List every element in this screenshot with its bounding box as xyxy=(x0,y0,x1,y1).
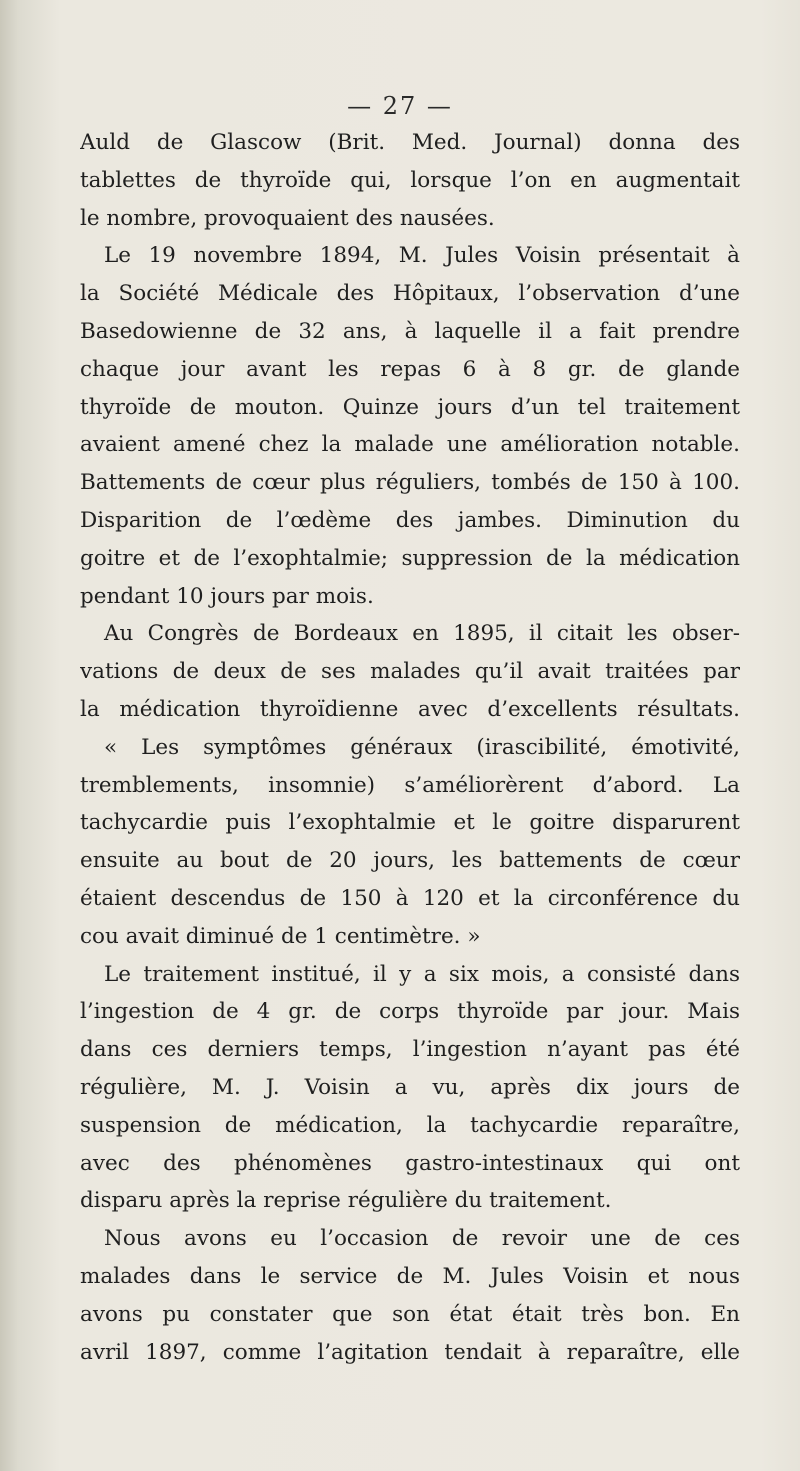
text-line: avec des phénomènes gastro-intestinaux qui ont xyxy=(80,1150,740,1176)
text-line: Le traitement institué, il y a six mois, a consisté dans xyxy=(104,961,740,987)
text-line: dans ces derniers temps, l’ingestion n’ayant pas été xyxy=(80,1037,740,1063)
text-line: suspension de médication, la tachycardie reparaître, xyxy=(80,1112,740,1138)
page-number: — 27 — xyxy=(347,92,453,120)
text-line: Nous avons eu l’occasion de revoir une de ces xyxy=(104,1226,740,1252)
text-line: malades dans le service de M. Jules Voisin et nous xyxy=(80,1263,740,1289)
text-line: avril 1897, comme l’agitation tendait à reparaître, elle xyxy=(80,1339,740,1365)
text-line: avaient amené chez la malade une amélioration notable. xyxy=(80,432,740,458)
text-line: Disparition de l’œdème des jambes. Diminution du xyxy=(80,507,740,533)
text-line: Auld de Glascow (Brit. Med. Journal) donna des xyxy=(80,130,740,155)
text-line: vations de deux de ses malades qu’il avait traitées par xyxy=(80,659,740,685)
text-line: goitre et de l’exophtalmie; suppression de la médication xyxy=(80,545,740,571)
text-line: la médication thyroïdienne avec d’excellents résultats. xyxy=(80,696,740,722)
text-line: chaque jour avant les repas 6 à 8 gr. de glande xyxy=(80,356,740,382)
text-line: thyroïde de mouton. Quinze jours d’un tel traitement xyxy=(80,394,740,420)
text-line: la Société Médicale des Hôpitaux, l’observation d’une xyxy=(80,281,740,307)
text-line: l’ingestion de 4 gr. de corps thyroïde par jour. Mais xyxy=(80,999,740,1025)
text-line: régulière, M. J. Voisin a vu, après dix jours de xyxy=(80,1074,740,1100)
text-line: le nombre, provoquaient des nausées. xyxy=(80,205,495,231)
text-line: ensuite au bout de 20 jours, les battements de cœur xyxy=(80,848,740,874)
text-line: disparu après la reprise régulière du traitement. xyxy=(80,1188,612,1214)
text-line: tachycardie puis l’exophtalmie et le goitre disparurent xyxy=(80,810,740,836)
text-line: « Les symptômes généraux (irascibilité, émotivité, xyxy=(104,734,740,760)
text-line: Battements de cœur plus réguliers, tombés de 150 à 100. xyxy=(80,470,740,496)
text-line: cou avait diminué de 1 centimètre. » xyxy=(80,923,481,949)
text-line: tablettes de thyroïde qui, lorsque l’on en augmentait xyxy=(80,167,740,193)
text-line: avons pu constater que son état était très bon. En xyxy=(80,1301,740,1327)
body-text xyxy=(80,124,740,1371)
text-line: Au Congrès de Bordeaux en 1895, il citait les obser- xyxy=(104,621,740,647)
text-line: Le 19 novembre 1894, M. Jules Voisin présentait à xyxy=(104,243,740,269)
text-line: tremblements, insomnie) s’améliorèrent d’abord. La xyxy=(80,772,740,798)
text-line: pendant 10 jours par mois. xyxy=(80,583,374,609)
text-line: étaient descendus de 150 à 120 et la circonférence du xyxy=(80,885,740,911)
text-line: Basedowienne de 32 ans, à laquelle il a fait prendre xyxy=(80,318,740,344)
